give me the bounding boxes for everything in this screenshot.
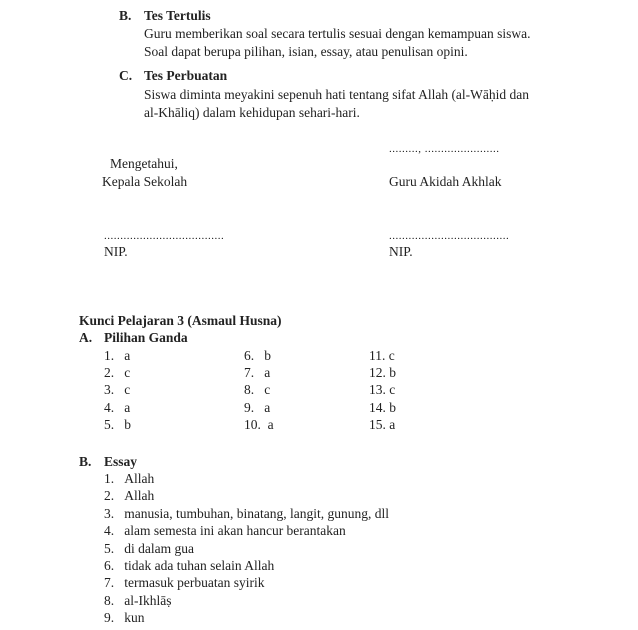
essay-number: 4. bbox=[104, 523, 115, 538]
mc-item bbox=[244, 365, 270, 381]
mc-item bbox=[244, 382, 270, 398]
mc-number: 2. bbox=[104, 365, 115, 380]
mc-item bbox=[104, 400, 130, 416]
essay-answer: tidak ada tuhan selain Allah bbox=[124, 558, 275, 573]
essay-item bbox=[104, 558, 274, 574]
essay-item bbox=[104, 575, 264, 591]
mc-answer: a bbox=[267, 417, 274, 432]
mc-number: 8. bbox=[244, 382, 255, 397]
section-c-title: Tes Perbuatan bbox=[144, 68, 228, 83]
section-b-title: Tes Tertulis bbox=[144, 8, 211, 23]
signature-left-line2: Kepala Sekolah bbox=[102, 174, 188, 189]
mc-item bbox=[369, 365, 396, 381]
signature-left-nip: NIP. bbox=[104, 244, 128, 259]
place-date-placeholder: ........., ....................... bbox=[389, 143, 500, 155]
section-b-line: Soal dapat berupa pilihan, isian, essay, atau penulisan opini. bbox=[144, 44, 468, 59]
essay-number: 9. bbox=[104, 610, 115, 625]
mc-item bbox=[369, 382, 395, 398]
answer-key-title: Kunci Pelajaran 3 (Asmaul Husna) bbox=[79, 313, 282, 328]
essay-answer: kun bbox=[124, 610, 145, 625]
mc-item bbox=[104, 348, 130, 364]
essay-answer: alam semesta ini akan hancur berantakan bbox=[124, 523, 346, 538]
essay-answer: al-Ikhlāṣ bbox=[124, 593, 172, 608]
essay-answer: di dalam gua bbox=[124, 541, 194, 556]
section-b-letter: B. bbox=[119, 8, 132, 23]
essay-number: 5. bbox=[104, 541, 115, 556]
mc-item bbox=[104, 365, 130, 381]
essay-number: 7. bbox=[104, 575, 115, 590]
mc-number: 4. bbox=[104, 400, 115, 415]
essay-number: 3. bbox=[104, 506, 115, 521]
essay-item bbox=[104, 541, 194, 557]
section-c-line: Siswa diminta meyakini sepenuh hati tentang sifat Allah (al-Wāḥid dan bbox=[144, 87, 530, 102]
essay-answer: manusia, tumbuhan, binatang, langit, gunung, dll bbox=[124, 506, 389, 521]
essay-answer: Allah bbox=[124, 471, 155, 486]
essay-item bbox=[104, 471, 154, 487]
signature-right-nip: NIP. bbox=[389, 244, 413, 259]
multiple-choice-title: Pilihan Ganda bbox=[104, 330, 188, 345]
essay-title: Essay bbox=[104, 454, 138, 469]
mc-answer: a bbox=[264, 365, 271, 380]
essay-answer: Allah bbox=[124, 488, 155, 503]
signature-right-line: ..................................... bbox=[389, 230, 510, 242]
mc-answer: c bbox=[264, 382, 271, 397]
mc-answer: b bbox=[264, 348, 271, 363]
multiple-choice-letter: A. bbox=[79, 330, 93, 345]
signature-left-line1: Mengetahui, bbox=[110, 156, 178, 171]
essay-item bbox=[104, 523, 346, 539]
signature-right-title: Guru Akidah Akhlak bbox=[389, 174, 502, 189]
section-c-text bbox=[144, 86, 529, 122]
mc-item bbox=[369, 417, 395, 433]
section-b-text bbox=[144, 25, 531, 61]
mc-number: 3. bbox=[104, 382, 115, 397]
mc-number: 15. bbox=[369, 417, 386, 432]
mc-item bbox=[104, 417, 131, 433]
mc-item bbox=[104, 382, 130, 398]
mc-answer: a bbox=[389, 417, 396, 432]
mc-item bbox=[244, 348, 271, 364]
mc-answer: c bbox=[389, 382, 396, 397]
mc-answer: b bbox=[124, 417, 131, 432]
section-c-line: al-Khāliq) dalam kehidupan sehari-hari. bbox=[144, 105, 360, 120]
essay-item bbox=[104, 488, 154, 504]
essay-number: 1. bbox=[104, 471, 115, 486]
signature-left-line: ..................................... bbox=[104, 230, 225, 242]
mc-number: 6. bbox=[244, 348, 255, 363]
mc-number: 12. bbox=[369, 365, 386, 380]
mc-number: 13. bbox=[369, 382, 386, 397]
mc-answer: b bbox=[389, 365, 396, 380]
mc-answer: a bbox=[124, 348, 131, 363]
essay-letter: B. bbox=[79, 454, 92, 469]
section-c-letter: C. bbox=[119, 68, 133, 83]
essay-item bbox=[104, 610, 145, 626]
mc-item bbox=[244, 400, 270, 416]
mc-answer: c bbox=[388, 348, 395, 363]
mc-number: 7. bbox=[244, 365, 255, 380]
essay-answer: termasuk perbuatan syirik bbox=[124, 575, 265, 590]
section-b-line: Guru memberikan soal secara tertulis sesuai dengan kemampuan siswa. bbox=[144, 26, 531, 41]
mc-answer: c bbox=[124, 365, 131, 380]
mc-number: 1. bbox=[104, 348, 115, 363]
mc-item bbox=[369, 400, 396, 416]
mc-answer: a bbox=[124, 400, 131, 415]
mc-number: 9. bbox=[244, 400, 255, 415]
essay-number: 2. bbox=[104, 488, 115, 503]
essay-item bbox=[104, 506, 389, 522]
mc-number: 10. bbox=[244, 417, 261, 432]
essay-number: 6. bbox=[104, 558, 115, 573]
mc-item bbox=[369, 348, 395, 364]
essay-item bbox=[104, 593, 171, 609]
mc-number: 14. bbox=[369, 400, 386, 415]
mc-number: 5. bbox=[104, 417, 115, 432]
mc-answer: b bbox=[389, 400, 396, 415]
essay-number: 8. bbox=[104, 593, 115, 608]
mc-answer: a bbox=[264, 400, 271, 415]
mc-answer: c bbox=[124, 382, 131, 397]
mc-item bbox=[244, 417, 274, 433]
mc-number: 11. bbox=[369, 348, 386, 363]
